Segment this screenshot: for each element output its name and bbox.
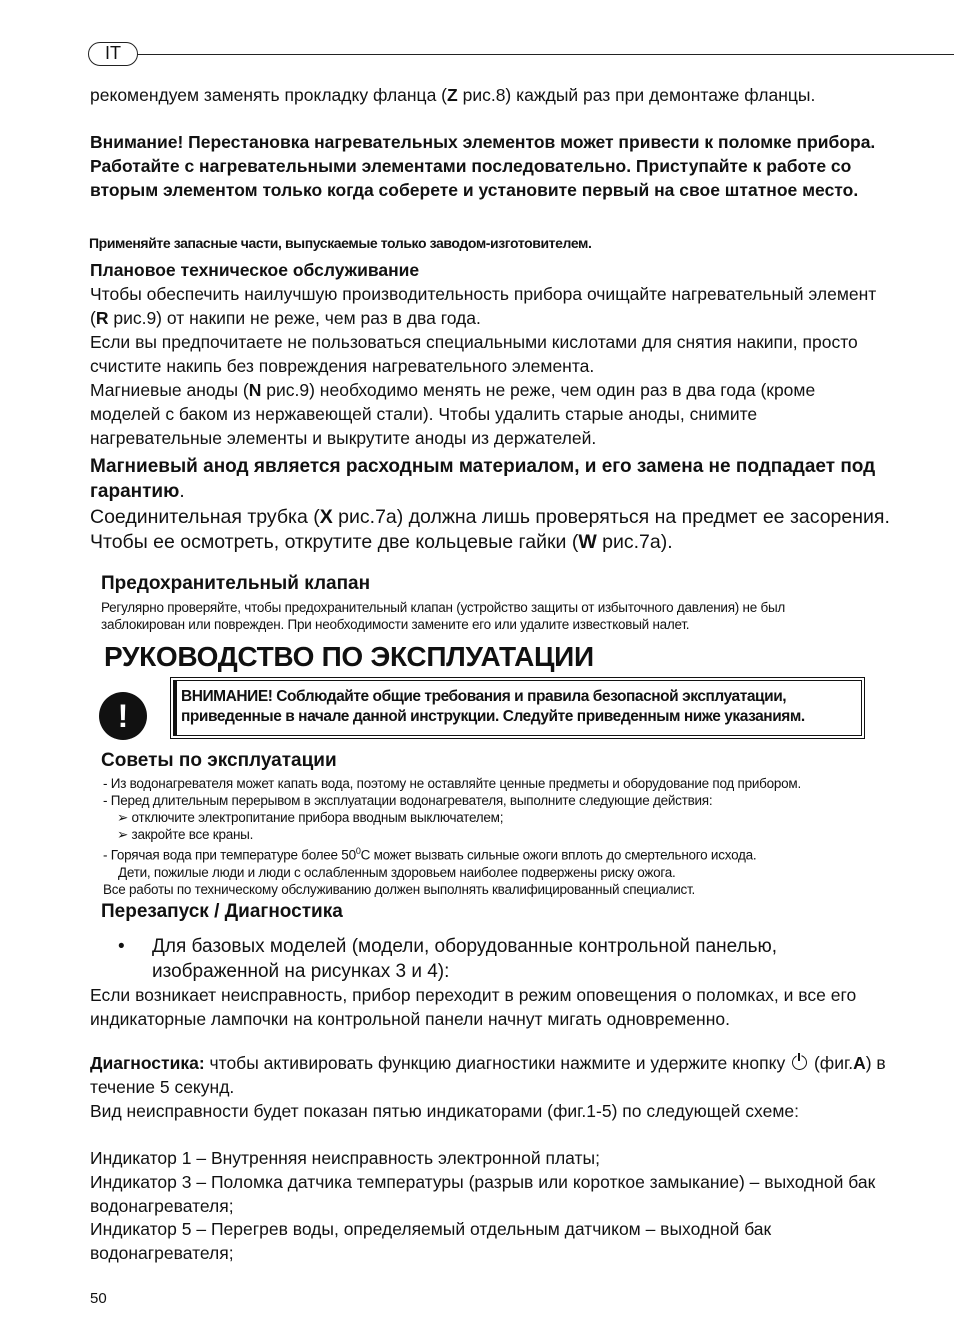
indicator-5: Индикатор 5 – Перегрев воды, определяемый отдельным датчиком – выходной бак водонагревателя; [90, 1219, 772, 1263]
ref-letter: R [95, 308, 109, 328]
tip-line: - Перед длительным перерывом в эксплуатации водонагревателя, выполните следующие действия: [103, 793, 713, 808]
tip-line: - Из водонагревателя может капать вода, поэтому не оставляйте ценные предметы и оборудование под прибором. [103, 776, 801, 791]
page-number: 50 [90, 1290, 107, 1307]
descaling-paragraph: Если вы предпочитаете не пользоваться специальными кислотами для снятия накипи, просто счистите накипь без повреждения нагревательного элемента. [90, 332, 858, 376]
tips-heading: Советы по эксплуатации [101, 750, 337, 771]
fault-paragraph: Если возникает неисправность, прибор переходит в режим оповещения о поломках, и все его индикаторные лампочки на контрольной панели начнут мигать одновременно. [90, 985, 857, 1029]
indicators-intro: Вид неисправности будет показан пятью индикаторами (фиг.1-5) по следующей схеме: [90, 1101, 799, 1121]
warning-exclamation-icon: ! [99, 692, 147, 740]
text: Магниевые аноды ( [90, 380, 249, 400]
bullet-icon: • [118, 936, 125, 957]
tube-paragraph [90, 505, 890, 555]
header-rule [136, 54, 954, 55]
tip-subline: ➢ закройте все краны. [117, 827, 254, 842]
restart-heading: Перезапуск / Диагностика [101, 901, 343, 922]
indicator-3: Индикатор 3 – Поломка датчика температуры (разрыв или короткое замыкание) – выходной бак водонагревателя; [90, 1172, 876, 1216]
warning-heating-elements: Внимание! Перестановка нагревательных элементов может привести к поломке прибора. Работайте с нагревательными элементами последовательно. Приступайте к работе со вторым элементом только когда соберете и установите первый на свое штатное место. [90, 132, 876, 200]
spare-parts-note: Применяйте запасные части, выпускаемые только заводом-изготовителем. [89, 235, 592, 251]
maintenance-heading: Плановое техническое обслуживание [90, 260, 420, 280]
text: Магниевый анод является расходным материалом, и его замена не подпадает под гарантию [90, 456, 876, 502]
power-icon [792, 1055, 807, 1070]
tip-line [103, 843, 903, 864]
valve-paragraph: Регулярно проверяйте, чтобы предохранительный клапан (устройство защиты от избыточного давления) не был заблокирован или поврежден. При необходимости замените его или удалите известковый налет. [101, 600, 786, 632]
tip-subline: ➢ отключите электропитание прибора вводным выключателем; [117, 810, 504, 825]
warning-line-2: приведенные в начале данной инструкции. Следуйте приведенным ниже указаниям. [181, 708, 805, 725]
tip-line: Все работы по техническому обслуживанию должен выполнять квалифицированный специалист. [103, 881, 695, 897]
maintenance-paragraph [90, 282, 890, 330]
bullet-text: Для базовых моделей (модели, оборудованные контрольной панелью, изображенной на рисунках 3 и 4): [152, 936, 778, 982]
diagnostics-paragraph [90, 1051, 890, 1099]
text: (фиг. [809, 1053, 854, 1073]
anodes-paragraph [90, 378, 890, 450]
text: рис.9) от накипи не реже, чем раз в два года. [108, 308, 481, 328]
text: рис.9) необходимо менять не реже, чем один раз в два года (кроме моделей с баком из нержавеющей стали). Чтобы удалить старые аноды, снимите нагревательные элементы и выкрутите аноды из держателей. [90, 380, 816, 448]
tip-subline: Дети, пожилые люди и люди с ослабленным здоровьем наиболее подвержены риску ожога. [118, 864, 676, 880]
ref-letter: A [853, 1053, 866, 1073]
anode-warranty-note [90, 454, 890, 504]
text: чтобы активировать функцию диагностики нажмите и удержите кнопку [204, 1053, 791, 1073]
valve-heading: Предохранительный клапан [101, 573, 371, 594]
text: рис.7a) должна лишь проверяться на предмет ее засорения. Чтобы ее осмотреть, открутите две кольцевые гайки ( [90, 506, 890, 553]
text: рис.7a). [596, 531, 673, 553]
text: C может вызвать сильные ожоги вплоть до смертельного исхода. [360, 847, 757, 863]
language-header [88, 42, 954, 70]
ref-letter: N [248, 380, 262, 400]
degree-superscript: 0 [355, 846, 361, 856]
ref-letter: W [578, 531, 597, 553]
manual-title: РУКОВОДСТВО ПО ЭКСПЛУАТАЦИИ [104, 641, 594, 672]
warning-line-1: ВНИМАНИЕ! Соблюдайте общие требования и правила безопасной эксплуатации, [181, 688, 787, 705]
language-badge: IT [88, 42, 138, 66]
warning-box-inner [173, 680, 862, 736]
text: Чтобы обеспечить наилучшую производительность прибора очищайте нагревательный элемент ( [90, 284, 877, 328]
text: рис.8) каждый раз при демонтаже фланцы. [457, 85, 816, 105]
ref-letter: Z [447, 85, 458, 105]
text: - Горячая вода при температуре более 50 [103, 847, 356, 863]
text: Диагностика: [90, 1053, 205, 1073]
warning-box [170, 677, 865, 739]
tips-list [103, 775, 903, 898]
paragraph-flange-gasket [90, 83, 890, 107]
ref-letter: X [319, 506, 333, 528]
text: . [179, 481, 185, 502]
text: ) в течение 5 секунд. [90, 1053, 886, 1097]
indicator-1: Индикатор 1 – Внутренняя неисправность электронной платы; [90, 1148, 600, 1168]
text: рекомендуем заменять прокладку фланца ( [90, 85, 448, 105]
text: Соединительная трубка ( [90, 506, 320, 528]
